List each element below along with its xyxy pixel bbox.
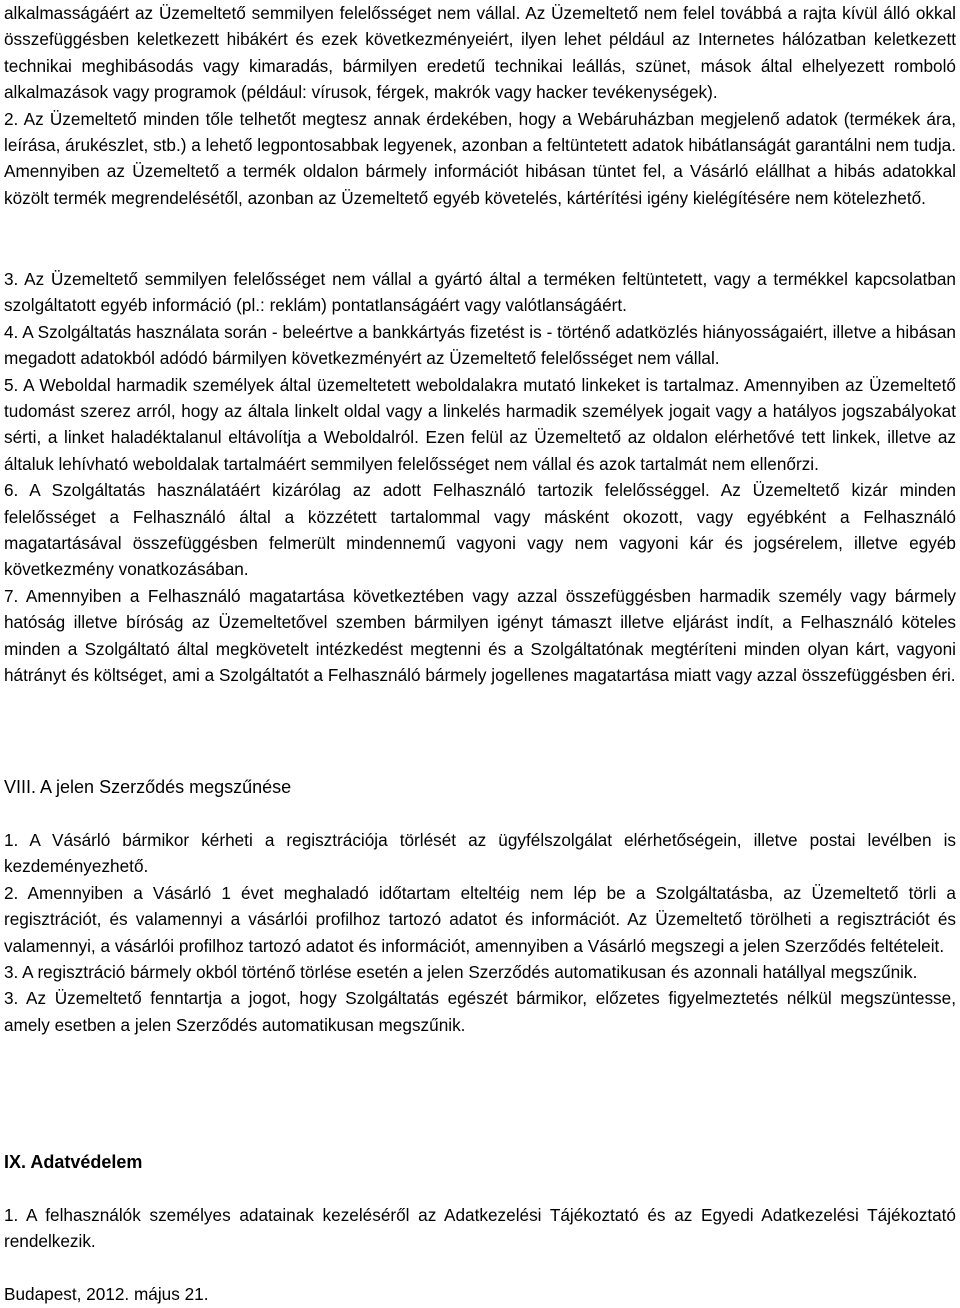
body-line: 6. A Szolgáltatás használatáért kizárólag az adott Felhasználó tartozik felelősséggel. Az Üzemeltető kizár minden felelősséget a Felhasználó által a közzétett tartalommal vagy másként okozott, vagy egyébként a Felhasználó magatartásával összefüggésben felmerült mindennemű vagyoni vagy nem vagyoni kár és jogsérelem, illetve egyéb következmény vonatkozásában. — [4, 480, 956, 580]
section-7-part-b — [4, 266, 956, 689]
body-line: 3. Az Üzemeltető semmilyen felelősséget nem vállal a gyártó által a terméken feltüntetett, vagy a termékkel kapcsolatban szolgáltatott egyéb információ (pl.: reklám) pontatlanságáért vagy valótlanságáért. — [4, 269, 956, 316]
section-8-heading: VIII. A jelen Szerződés megszűnése — [4, 777, 292, 797]
section-9-heading: IX. Adatvédelem — [4, 1152, 143, 1172]
section-8-body — [4, 827, 956, 1038]
body-line: 1. A Vásárló bármikor kérheti a regisztrációja törlését az ügyfélszolgálat elérhetőségein, illetve postai levélben is kezdeményezhető. — [4, 830, 956, 877]
body-line: 3. Az Üzemeltető fenntartja a jogot, hogy Szolgáltatás egészét bármikor, előzetes figyelmeztetés nélkül megszüntesse, amely esetben a jelen Szerződés automatikusan megszűnik. — [4, 988, 956, 1035]
body-line: 7. Amennyiben a Felhasználó magatartása következtében vagy azzal összefüggésben harmadik személy vagy bármely hatóság illetve bíróság az Üzemeltetővel szemben bármilyen igényt támaszt illetve eljárást indít, a Felhasználó köteles minden a Szolgáltató által megkövetelt intézkedést megtenni és a Szolgáltatónak megtéríteni minden olyan kárt, vagyoni hátrányt és költséget, ami a Szolgáltatót a Felhasználó bármely jogellenes magatartása miatt vagy azzal összefüggésben éri. — [4, 585, 956, 686]
body-line: 4. A Szolgáltatás használata során - beleértve a bankkártyás fizetést is - történő adatközlés hiányosságaiért, illetve a hibásan megadott adatokból adódó bármilyen következményért az Üzemeltető felelősséget nem vállal. — [4, 321, 956, 369]
body-line: 5. A Weboldal harmadik személyek által üzemeltetett weboldalakra mutató linkeket is tartalmaz. Amennyiben az Üzemeltető tudomást szerez arról, hogy az általa linkelt oldal vagy a linkelés harmadik személyek jogait vagy a hatályos jogszabályokat sérti, a linket haladéktalanul eltávolítja a Weboldalról. Ezen felül az Üzemeltető az oldalon elérhetővé tett linkek, illetve az általuk lehívható weboldalak tartalmáért semmilyen felelősséget nem vállal és azok tartalmát nem ellenőrzi. — [4, 374, 956, 474]
body-line: alkalmasságáért az Üzemeltető semmilyen felelősséget nem vállal. Az Üzemeltető nem felel továbbá a rajta kívül álló okkal összefüggésben keletkezett hibákért és ezek következményeiért, ilyen lehet például az Internetes hálózatban keletkezett technikai meghibásodás vagy kimaradás, bármilyen eredetű technikai leállás, szünet, mások által elhelyezett romboló alkalmazások vagy programok (például: vírusok, férgek, makrók vagy hacker tevékenységek). — [4, 3, 956, 103]
place-and-date: Budapest, 2012. május 21. — [4, 1284, 209, 1304]
section-7-part-a — [4, 0, 956, 211]
body-line: 2. Az Üzemeltető minden tőle telhetőt megtesz annak érdekében, hogy a Webáruházban megjelenő adatok (termékek ára, leírása, árukészlet, stb.) a lehető legpontosabbak legyenek, azonban a feltüntetett adatok hibátlanságát garantálni nem tudja. Amennyiben az Üzemeltető a termék oldalon bármely információt hibásan tüntet fel, a Vásárló elállhat a hibás adatokkal közölt termék megrendelésétől, azonban az Üzemeltető egyéb követelés, kártérítési igény kielégítésére nem kötelezhető. — [4, 108, 957, 208]
body-line: 1. A felhasználók személyes adatainak kezeléséről az Adatkezelési Tájékoztató és az Egyedi Adatkezelési Tájékoztató rendelkezik. — [4, 1205, 956, 1252]
body-line: 2. Amennyiben a Vásárló 1 évet meghaladó időtartam elteltéig nem lép be a Szolgáltatásba, az Üzemeltető törli a regisztrációt, és valamennyi a vásárlói profilhoz tartozó adatot és információt. Az Üzemeltető törölheti a regisztrációt és valamennyi, a vásárlói profilhoz tartozó adatot és információt, amennyiben a Vásárló megszegi a jelen Szerződés feltételeit. — [4, 882, 956, 956]
body-line: 3. A regisztráció bármely okból történő törlése esetén a jelen Szerződés automatikusan és azonnali hatállyal megszűnik. — [4, 962, 918, 983]
section-9-body — [4, 1202, 956, 1255]
